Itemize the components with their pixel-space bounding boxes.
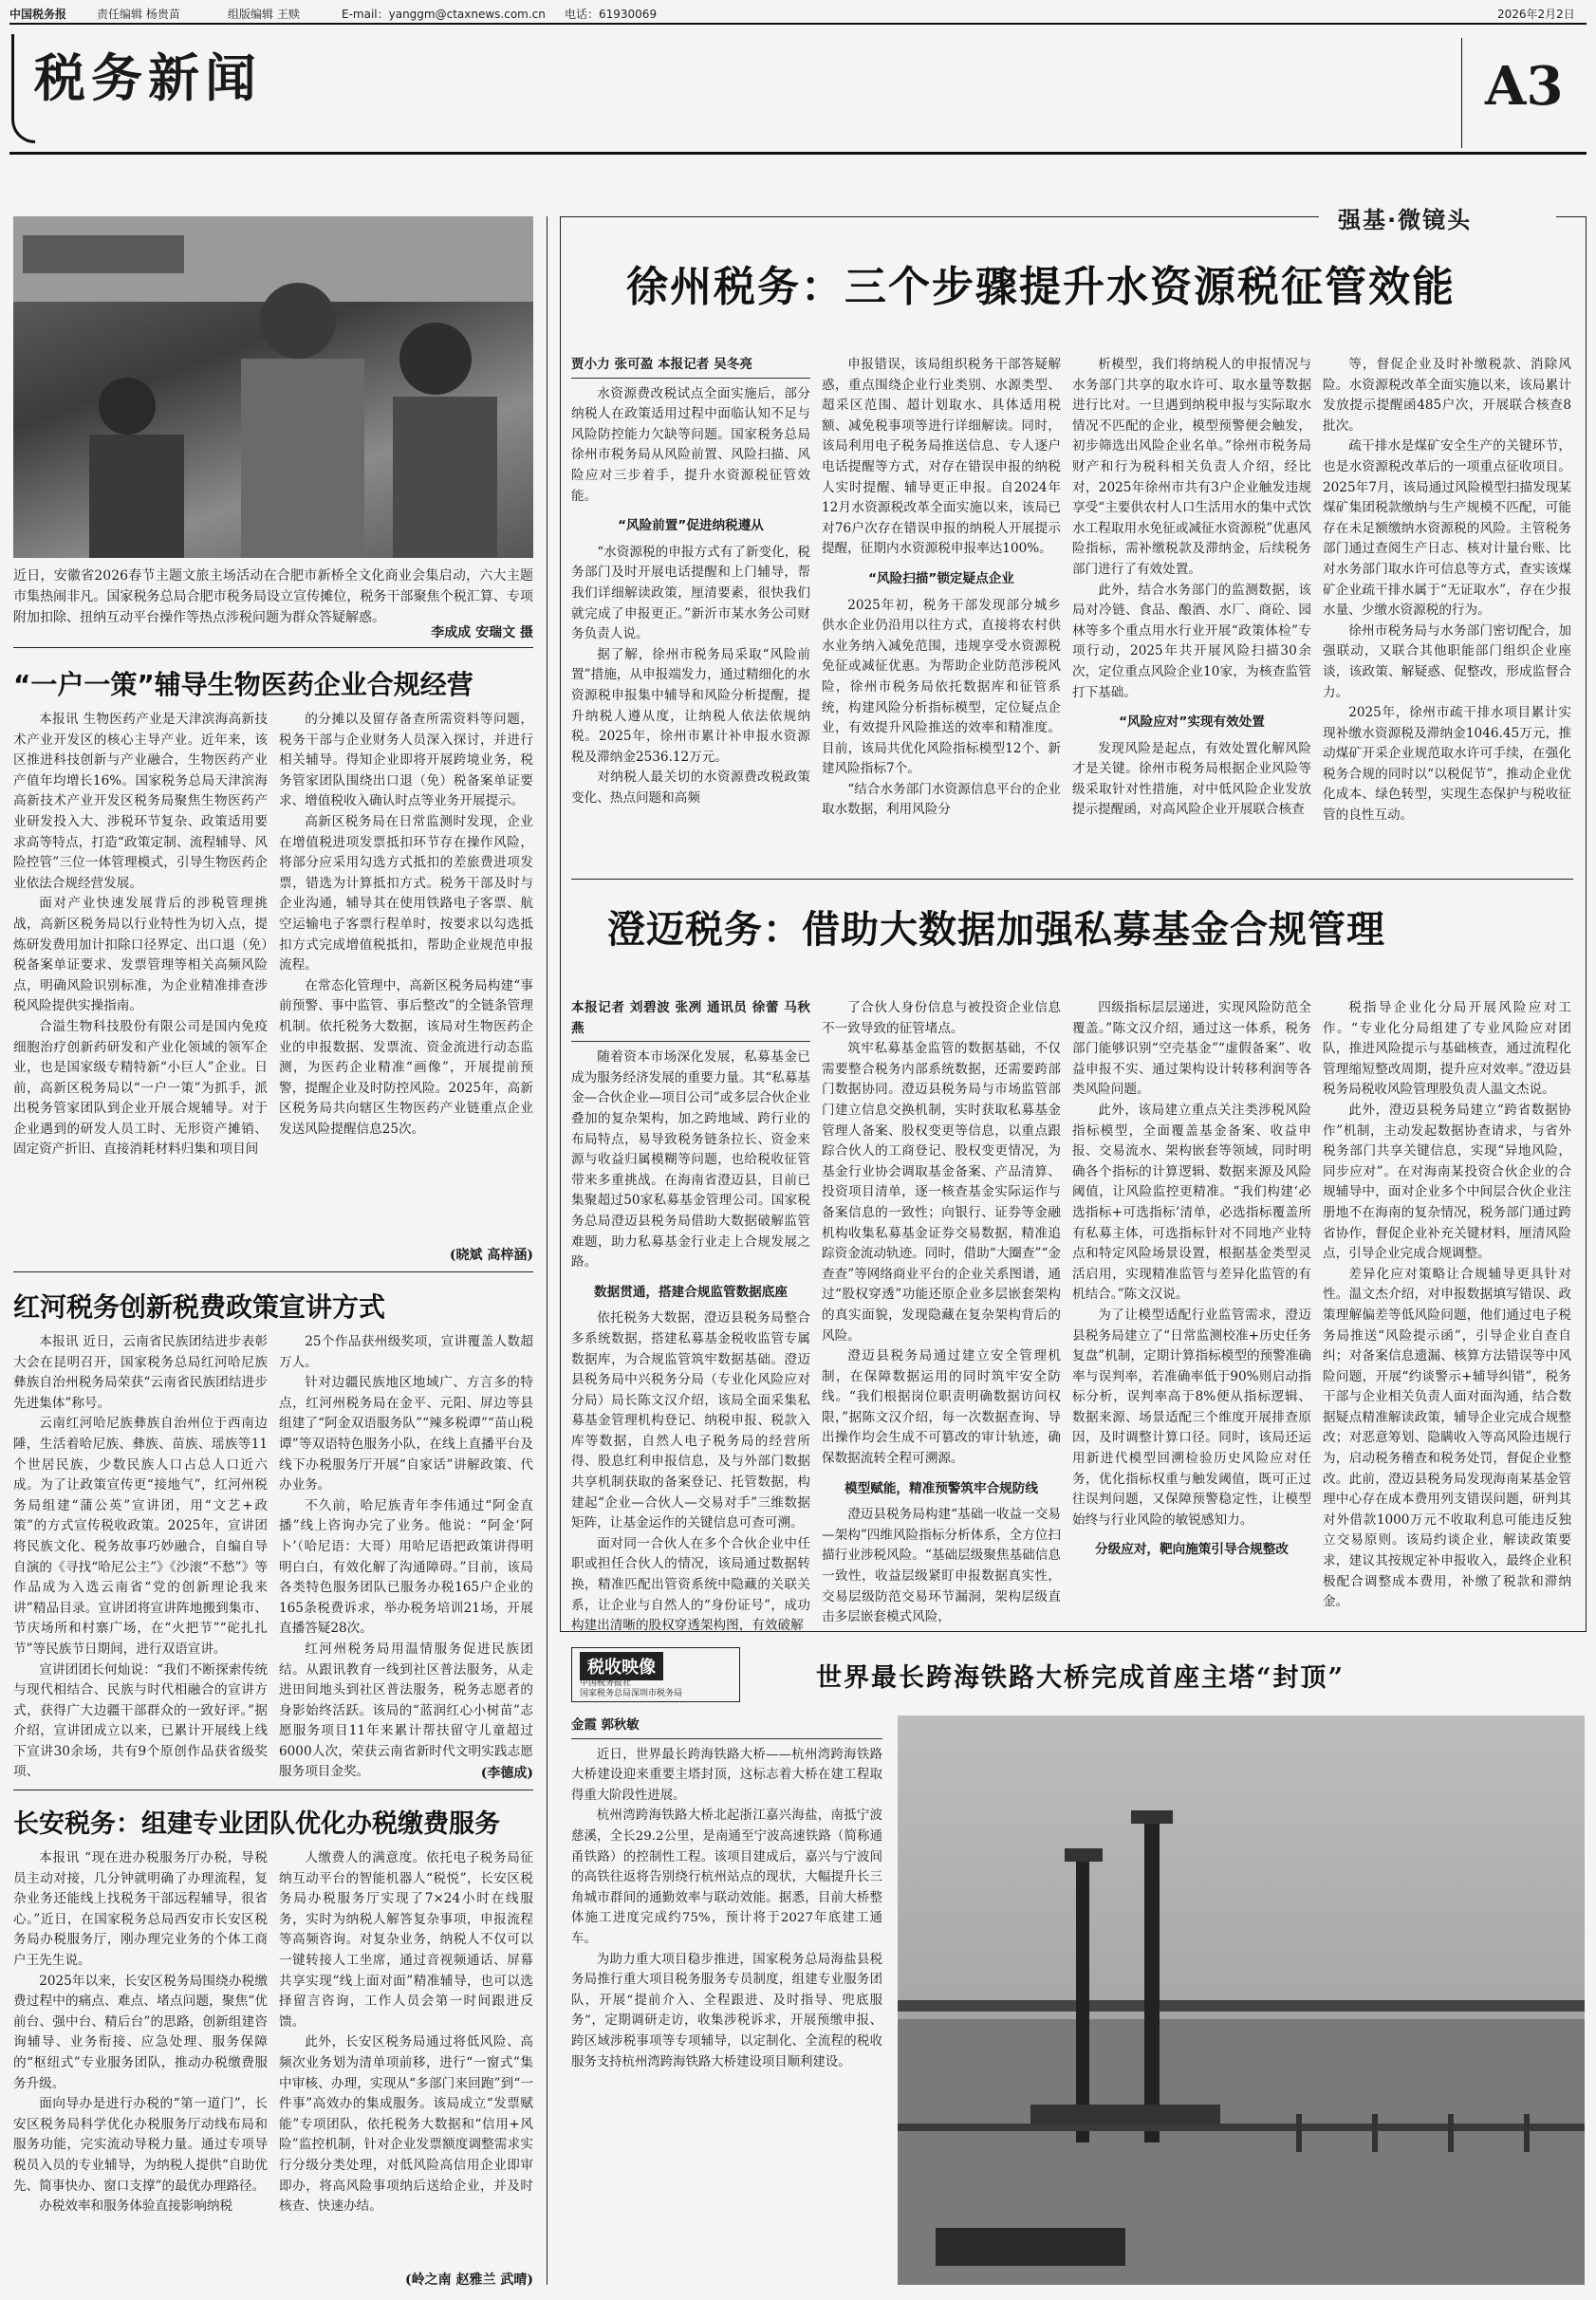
- article-author: (晓斌 高梓涵): [449, 1248, 533, 1263]
- article-headline: “一户一策”辅导生物医药企业合规经营: [13, 669, 473, 700]
- subheading: 模型赋能，精准预警筑牢合规防线: [844, 1480, 1038, 1496]
- paragraph: “结合水务部门水资源信息平台的企业取水数据，利用风险分: [822, 781, 1061, 818]
- paragraph: 25个作品获州级奖项，宣讲覆盖人数超万人。: [279, 1334, 533, 1370]
- article-headline: 红河税务创新税费政策宣讲方式: [13, 1291, 386, 1323]
- article-column: [13, 710, 268, 1289]
- subheading: “风险前置”促进纳税遵从: [618, 518, 764, 534]
- paragraph: 此外，该局建立重点关注类涉税风险指标模型，全面覆盖基金备案、收益申报、交易流水、架构嵌套等领域，同时明确各个指标的计算逻辑、数据来源及风险阈值，让风险监控更精准。“我们构建‘必选指标+可选指标’清单，必选指标覆盖所有私募主体，可选指标针对不同地产业特点和特定风险场景设置，根据基金类型灵活启用，实现精准监管与差异化监管的有机结合。”陈文汉说。: [1072, 1102, 1311, 1303]
- phone: 电话：61930069: [565, 8, 658, 21]
- article-column: [13, 1848, 268, 2289]
- article-headline: 长安税务：组建专业团队优化办税缴费服务: [13, 1809, 500, 1839]
- paragraph: 的分摊以及留存备查所需资料等问题，税务干部与企业财务人员深入探讨，并进行相关辅导。得知企业即将开展跨境业务，税务管家团队围绕出口退（免）税备案单证要求、增值税收入确认时点等业务开展提示。: [279, 712, 533, 809]
- divider: [13, 1271, 533, 1272]
- paragraph: 2025年以来，长安区税务局围绕办税缴费过程中的痛点、难点、堵点问题，聚焦“优前台、强中台、精后台”的思路，创新组建咨询辅导、业务衔接、应急处理、服务保障的“枢纽式”专业服务团队，推动办税缴费服务升级。: [13, 1973, 268, 2091]
- paragraph: 水资源费改税试点全面实施后，部分纳税人在政策适用过程中面临认知不足与风险防控能力欠缺等问题。国家税务总局徐州市税务局从风险前置、风险扫描、风险应对三步着手，提升水资源税征管效能。: [571, 385, 810, 504]
- paragraph: 对纳税人最关切的水资源费改税政策变化、热点问题和高频: [571, 770, 810, 806]
- feature-headline: 澄迈税务：借助大数据加强私募基金合规管理: [607, 908, 1385, 952]
- paragraph: 筑牢私募基金监管的数据基础，不仅需要整合税务内部系统数据，还需要跨部门数据协同。澄迈县税务局与市场监管部门建立信息交换机制，实时获取私募基金管理人备案、股权变更等信息，以重点跟踪合伙人的工商登记、股权变更情况，为基金行业协会调取基金备案、产品清算、投资项目清单，逐一核查基金实际运作与备案信息的一致性；向银行、证券等金融机构收集私募基金证券交易数据，精准追踪资金流动轨迹。同时，借助“大圈查”“金查查”等网络商业平台的企业关系图谱，通过“股权穿透”功能还原企业多层嵌套架构的真实面貌，发现隐藏在复杂架构背后的风险。: [822, 1041, 1061, 1344]
- paragraph: 人缴费人的满意度。依托电子税务局征纳互动平台的智能机器人“税悦”，长安区税务局办税服务厅实现了7×24小时在线服务，实时为纳税人解答复杂事项，申报流程等高频咨询。对复杂业务，纳税人不仅可以一键转接人工坐席，通过音视频通话、屏幕共享实现“线上面对面”精准辅导，也可以选择留言咨询，工作人员会第一时间跟进反馈。: [279, 1850, 533, 2030]
- paragraph: 发现风险是起点，有效处置化解风险才是关键。徐州市税务局根据企业风险等级采取针对性措施，对中低风险企业发放提示提醒函，对高风险企业开展联合核查: [1072, 740, 1311, 818]
- paragraph: 徐州市税务局与水务部门密切配合，加强联动，又联合其他职能部门组织企业座谈，该政策、解疑惑、促整改，形成监督合力。: [1323, 622, 1571, 700]
- issue-date: 2026年2月2日: [1497, 8, 1575, 21]
- paragraph: 申报错误，该局组织税务干部答疑解惑，重点围绕企业行业类别、水源类型、超采区范围、超计划取水、具体适用税额、减免税事项等进行详细解读。同时，该局利用电子税务局推送信息、专人逐户电话提醒等方式，对存在错误申报的纳税人实时提醒、辅导更正申报。自2024年12月水资源税改革全面实施以来，该局已对76户次存在错误申报的纳税人开展提示提醒，征期内水资源税申报率达100%。: [822, 357, 1061, 557]
- paragraph: 为助力重大项目稳步推进，国家税务总局海盐县税务局推行重大项目税务服务专员制度，组建专业服务团队，开展“提前介入、全程跟进、及时指导、兜底服务”，定期调研走访，收集涉税诉求，开展预缴申报、跨区域涉税事项等专项辅导，以定制化、全流程的税收服务支持杭州湾跨海铁路大桥建设项目顺利建设。: [571, 1952, 882, 2069]
- paragraph: 2025年，徐州市疏干排水项目累计实现补缴水资源税及滞纳金1046.45万元，推动煤矿开采企业规范取水许可手续，在强化税务合规的同时以“以税促节”，推动企业优化成本、绿色转型，实现生态保护与税收征管的良性互动。: [1323, 705, 1571, 824]
- paragraph: 在常态化管理中，高新区税务局构建“事前预警、事中监管、事后整改”的全链条管理机制。依托税务大数据，该局对生物医药企业的申报数据、发票流、资金流进行动态监测，为医药企业精准“画像”，开展提前预警，提醒企业及时防控风险。2025年，高新区税务局共向辖区生物医药产业链重点企业发送风险提醒信息25次。: [279, 977, 533, 1137]
- masthead: [9, 6, 1587, 19]
- editor: 责任编辑 杨贵苗: [97, 8, 180, 21]
- byline: 本报记者 刘碧波 张冽 通讯员 徐蕾 马秋燕: [571, 998, 810, 1042]
- section-tag-box: [571, 1647, 740, 1702]
- tag-org-2: 国家税务总局深圳市税务局: [580, 1689, 683, 1698]
- photo-credit: 李成成 安瑞文 摄: [431, 625, 533, 640]
- paragraph: 此外，澄迈县税务局建立“跨省数据协作”机制，主动发起数据协查请求，与省外税务部门共享关键信息，实现“异地风险，同步应对”。在对海南某投资合伙企业的合规辅导中，面对企业多个中间层合伙企业注册地不在海南的复杂情况，税务部门通过跨省协作，督促企业补充关键材料，厘清风险点，引导企业完成合规调整。: [1323, 1102, 1571, 1262]
- feature-headline: 徐州税务：三个步骤提升水资源税征管效能: [626, 263, 1456, 311]
- paragraph: 等，督促企业及时补缴税款、消除风险。水资源税改革全面实施以来，该局累计发放提示提醒函485户次，开展联合核查8批次。: [1323, 357, 1571, 434]
- paragraph: 宣讲团团长何灿说：“我们不断探索传统与现代相结合、民族与时代相融合的宣讲方式，获得广大边疆干部群众的一致好评。”据介绍，宣讲团成立以来，已累计开展线上线下宣讲30余场，共有9个原创作品获省级奖项、: [13, 1661, 268, 1780]
- paragraph: 本报讯 生物医药产业是天津滨海高新技术产业开发区的核心主导产业。近年来，该区推进科技创新与产业融合，生物医药产业产值年均增长16%。国家税务总局天津滨海高新技术产业开发区税务局聚焦生物医药产业研发投入大、涉税环节复杂、政策适用要求高等特点，打造“政策定制、流程辅导、风险控管”三位一体管理模式，引导生物医药企业依法合规经营发展。: [13, 712, 268, 891]
- article-column: [279, 1848, 533, 2266]
- paragraph: 合溢生物科技股份有限公司是国内免疫细胞治疗创新药研发和产业化领域的领军企业，也是国家级专精特新“小巨人”企业。日前，高新区税务局以“一户一策”为抓手，派出税务管家团队到企业开展合规辅导。对于企业遇到的研发人员工时、无形资产摊销、固定资产折旧、直接消耗材料归集和项目间: [13, 1018, 268, 1158]
- layout-editor: 组版编辑 王赎: [228, 8, 300, 21]
- divider: [13, 647, 533, 648]
- paragraph: 面对同一合伙人在多个合伙企业中任职或担任合伙人的情况，该局通过数据转换，精准匹配出管资系统中隐藏的关联关系，让企业与自然人的“身份证号”，成功构建出清晰的股权穿透架构图，有效破解: [571, 1535, 810, 1634]
- photo-caption: 近日，安徽省2026春节主题文旅主场活动在合肥市新桥全文化商业会集启动，六大主题市集热闹非凡。国家税务总局合肥市税务局设立宣传摊位，税务干部聚焦个税汇算、专项附加扣除、扭纳互动平台操作等热点涉税问题为群众答疑解惑。: [13, 568, 533, 625]
- subheading: “风险扫描”锁定疑点企业: [868, 570, 1014, 586]
- article-column: [1323, 355, 1571, 867]
- page-number: A3: [1485, 55, 1564, 118]
- article-column: [571, 998, 810, 1634]
- paragraph: 依托税务大数据，澄迈县税务局整合多系统数据，搭建私募基金税收监管专属数据库，为合规监管筑牢数据基础。澄迈县税务局中兴税务分局（专业化风险应对分局）局长陈文汉介绍，该局全面采集私募基金管理机构登记、纳税申报、税款入库等数据，自然人电子税务局的经营所得、股息红利申报信息，及与外部门数据共享机制获取的备案登记、托管数据，构建起“企业—合伙人—交易对手”三维数据矩阵，让基金运作的关键信息可查可溯。: [571, 1310, 810, 1531]
- article-column: [13, 1332, 268, 1784]
- news-photo: [13, 216, 533, 558]
- tag-org: [580, 1679, 682, 1699]
- subheading: 数据贯通，搭建合规监管数据底座: [594, 1284, 788, 1300]
- bridge-photo: [898, 1716, 1585, 2285]
- article-author: (岭之南 赵雅兰 武晴): [405, 2272, 533, 2288]
- paper-name: 中国税务报: [9, 8, 67, 21]
- paragraph: 杭州湾跨海铁路大桥北起浙江嘉兴海盐，南抵宁波慈溪，全长29.2公里，是南通至宁波高速铁路（简称通甬铁路）的控制性工程。该项目建成后，嘉兴与宁波间的高铁往返将告别绕行杭州站点的现状，大幅提升长三角城市群间的通勤效率与联动效能。据悉，目前大桥整体施工进度完成约75%，预计将于2027年底建工通车。: [571, 1808, 882, 1946]
- paragraph: 近日，世界最长跨海铁路大桥——杭州湾跨海铁路大桥建设迎来重要主塔封顶，这标志着大桥在建工程取得重大阶段性进展。: [571, 1747, 882, 1803]
- banner: [1319, 201, 1556, 233]
- paragraph: 高新区税务局在日常监测时发现，企业在增值税进项发票抵扣环节存在操作风险，将部分应采用勾选方式抵扣的差旅费进项发票，错选为计算抵扣方式。税务干部及时与企业沟通，辅导其在使用铁路电子客票、航空运输电子客票行程单时，按要求以勾选抵扣方式完成增值税抵扣，帮助企业规范申报流程。: [279, 813, 533, 974]
- article-column: [1072, 355, 1311, 867]
- article-column: [822, 355, 1061, 867]
- header-rule: [9, 152, 1587, 155]
- top-rule: [9, 23, 1587, 25]
- paragraph: “水资源税的申报方式有了新变化，税务部门及时开展电话提醒和上门辅导，帮我们详细解读政策，厘清要素，很快我们就完成了申报更正。”新沂市某水务公司财务负责人说。: [571, 544, 810, 642]
- byline: 金霞 郭秋敏: [571, 1716, 882, 1739]
- paragraph: 面向导办是进行办税的“第一道门”，长安区税务局科学优化办税服务厅动线布局和服务功能，完实流动导税力量。通过专项导税员入员的专业辅导，为纳税人提供“自助优先、简事快办、窗口支撑”的最优办理路径。: [13, 2096, 268, 2194]
- title-ornament: [11, 34, 35, 143]
- paragraph: 澄迈县税务局通过建立安全管理机制，在保障数据运用的同时筑牢安全防线。“我们根据岗位职责明确数据访问权限，”据陈文汉介绍，每一次数据查询、导出操作均会生成不可篡改的审计轨迹，确保数据流转全程可溯源。: [822, 1348, 1061, 1467]
- section-title: 税务新闻: [34, 48, 262, 108]
- paragraph: 澄迈县税务局构建“基础一收益一交易—架构”四维风险指标分析体系，全方位扫描行业涉税风险。“基础层级聚焦基础信息一致性，收益层级紧盯申报数据真实性，交易层级防范交易环节漏洞，架构层级直击多层嵌套模式风险，: [822, 1507, 1061, 1625]
- paragraph: 据了解，徐州市税务局采取“风险前置”措施，从申报端发力，通过精细化的水资源税申报集中辅导和风险分析提醒，提升纳税人遵从度，让纳税人依法依规纳税。2025年，徐州市累计补申报水资源税及滞纳金2536.12万元。: [571, 646, 810, 765]
- feature-headline: 世界最长跨海铁路大桥完成首座主塔“封顶”: [816, 1663, 1345, 1693]
- paragraph: 针对边疆民族地区地域广、方言多的特点，红河州税务局在金平、元阳、屏边等县组建了“阿金双语服务队”“辣多税谭”“苗山税谭”等双语特色服务小队，在线上直播平台及线下办税服务厅开展“自家话”讲解政策、代办业务。: [279, 1375, 533, 1493]
- paragraph: 办税效率和服务体验直接影响纳税: [39, 2198, 233, 2215]
- subheading: “风险应对”实现有效处置: [1119, 714, 1265, 731]
- byline: 贾小力 张可盈 本报记者 吴冬亮: [571, 355, 810, 379]
- paragraph: 差异化应对策略让合规辅导更具针对性。温文杰介绍，对申报数据填写错误、政策理解偏差等低风险问题，他们通过电子税务局推送“风险提示函”，引导企业自查自纠；对备案信息遗漏、核算方法错误等中风险问题，开展“约谈警示+辅导纠错”，税务干部与企业相关负责人面对面沟通，结合数据疑点精准解读政策，辅导企业完成合规整改；对恶意筹划、隐瞒收入等高风险违规行为，启动税务稽查和税务处罚，督促企业整改。此前，澄迈县税务局发现海南某基金管理中心存在成本费用列支错误问题，研判其对外借款1000万元不收取利息可能违反独立交易原则。该局约谈企业，解读政策要求，建议其按规定补申报收入，最终企业积极配合调整成本费用，补缴了税款和滞纳金。: [1323, 1266, 1571, 1610]
- paragraph: 析模型，我们将纳税人的申报情况与水务部门共享的取水许可、取水量等数据进行比对。一旦遇到纳税申报与实际取水情况不匹配的企业，模型预警便会触发，初步筛选出风险企业名单。”徐州市税务局财产和行为税科相关负责人介绍，经比对，2025年徐州市共有3户企业触发违规享受“主要供农村人口生活用水的集中式饮水工程取用水免征或减征水资源税”优惠风险指标，需补缴税款及滞纳金，后续税务部门进行了有效处置。: [1072, 357, 1311, 577]
- article-column: [571, 355, 810, 867]
- paragraph: 了合伙人身份信息与被投资企业信息不一致导致的征管堵点。: [822, 1000, 1061, 1036]
- paragraph: 本报讯 “现在进办税服务厅办税，导税员主动对接，几分钟就明确了办理流程，复杂业务还能线上找税务干部远程辅导，很省心。”近日，在国家税务总局西安市长安区税务局办税服务厅，刚办理完业务的个体工商户王先生说。: [13, 1850, 268, 1968]
- tag-org-1: 中国税务报社: [580, 1679, 632, 1688]
- paragraph: 云南红河哈尼族彝族自治州位于西南边陲，生活着哈尼族、彝族、苗族、瑶族等11个世居民族，少数民族人口占总人口近六成。为了让政策宣传更“接地气”，红河州税务局组建“蒲公英”宣讲团，用“文艺+政策”的方式宣传税收政策。2025年，宣讲团将民族文化、税务故事巧妙融合，自编自导自演的《寻找“哈尼公主”》《沙滚“不愁”》等作品成为入选云南省“党的创新理论我来讲”精品目录。宣讲团将宣讲阵地搬到集市、节庆场所和村寨广场，在“火把节”“砣扎扎节”等民族节日期间，进行双语宣讲。: [13, 1416, 268, 1657]
- banner-tag: 强基·微镜头: [1338, 207, 1473, 233]
- bridge-illustration: [898, 1716, 1585, 2285]
- photo-story-text: [571, 1716, 882, 2285]
- paragraph: 此外，长安区税务局通过将低风险、高频次业务划为清单项前移，进行“一窗式”集中审核、办理，实现从“多部门来回跑”到“一件事”高效办的集成服务。该局成立“发票赋能”专项团队，依托税务大数据和“信用+风险”监控机制，针对企业发票额度调整需求实行分级分类处理，对低风险高信用企业即审即办，将高风险事项纳后送给企业，并及时核查、快速办结。: [279, 2034, 533, 2215]
- email: E-mail：yanggm@ctaxnews.com.cn: [342, 8, 546, 21]
- paragraph: 2025年初，税务干部发现部分城乡供水企业仍沿用以往方式，直接将农村供水业务纳入减免范围，违规享受水资源税免征或减征优惠。为帮助企业防范涉税风险，徐州市税务局依托数据库和征管系统，构建风险分析指标模型，定位疑点企业，有效提升风险推送的效率和精准度。目前，该局共优化风险指标模型12个、新建风险指标7个。: [822, 597, 1061, 777]
- paragraph: 此外，结合水务部门的监测数据，该局对冷链、食品、酿酒、水厂、商砼、园林等多个重点用水行业开展“政策体检”专项行动，2025年共开展风险扫描30余次，定位重点风险企业10家，为核查监管打下基础。: [1072, 582, 1311, 700]
- paragraph: 随着资本市场深化发展，私募基金已成为服务经济发展的重要力量。其“私募基金—合伙企业—项目公司”或多层合伙企业叠加的复杂架构，加之跨地域、跨行业的布局特点，易导致税务链条拉长、资金来源与收益归属模糊等问题，也给税收征管带来多重挑战。在海南省澄迈县，目前已集聚超过50家私募基金管理公司。国家税务总局澄迈县税务局借助大数据破解监管难题，助力私募基金行业走上合规发展之路。: [571, 1049, 810, 1271]
- article-column: [279, 710, 533, 1241]
- section-tag: 税收映像: [580, 1652, 663, 1680]
- photo-figures: [13, 216, 533, 558]
- article-column: [822, 998, 1061, 1625]
- article-column: [1323, 998, 1571, 1621]
- article-column: [1072, 998, 1311, 1621]
- subheading: 分级应对，靶向施策引导合规整改: [1095, 1542, 1289, 1558]
- paragraph: 面对产业快速发展背后的涉税管理挑战，高新区税务局以行业特性为切入点，提炼研发费用加计扣除口径界定、出口退（免）税备案单证要求、发票管理等相关高频风险点，明确风险识别标准，为企业精准排查涉税风险提供实操指南。: [13, 896, 268, 1014]
- paragraph: 疏干排水是煤矿安全生产的关键环节，也是水资源税改革后的一项重点征收项目。2025年7月，该局通过风险模型扫描发现某煤矿集团税款缴纳与生产规模不匹配，可能存在未足额缴纳水资源税的风险。主管税务部门通过查阅生产日志、核对计量台账、比对水务部门取水许可信息等方式，查实该煤矿企业疏干排水属于“无证取水”，存在少报水量、少缴水资源税的行为。: [1323, 438, 1571, 619]
- paragraph: 为了让模型适配行业监管需求，澄迈县税务局建立了“日常监测校准+历史任务复盘”机制，定期计算指标模型的预警准确率与误判率，若准确率低于90%则启动指标分析，误判率高于8%便从指标逻辑、数据来源、场景适配三个维度开展排查原因，及时调整计算口径。同时，该局还运用新进代模型回溯检验历史风险应对任务，优化指标权重与触发阈值，既可正过往误判问题，又保障预警稳定性，让模型始终与行业风险的敏锐感知力。: [1072, 1307, 1311, 1528]
- divider: [571, 879, 1573, 880]
- paragraph: 不久前，哈尼族青年李伟通过“阿金直播”线上咨询办完了业务。他说：“阿金‘阿卜’（哈尼语：大哥）用哈尼语把政策讲得明明白白，有效化解了沟通障碍。”目前，该局各类特色服务团队已服务办税165户企业的165条税费诉求，举办税务培训21场，开展直播答疑28次。: [279, 1497, 533, 1637]
- paragraph: 本报讯 近日，云南省民族团结进步表彰大会在昆明召开，国家税务总局红河哈尼族彝族自治州税务局荣获“云南省民族团结进步先进集体”称号。: [13, 1334, 268, 1411]
- paragraph: 四级指标层层递进，实现风险防范全覆盖。”陈文汉介绍，通过这一体系，税务部门能够识别“空壳基金”“虚假备案”、收益申报不实、通过架构设计转移利润等各类风险问题。: [1072, 1000, 1311, 1098]
- paragraph: 税指导企业化分局开展风险应对工作。“专业化分局组建了专业风险应对团队，推进风险提示与基础核查，通过流程化管理缩短整改周期，提升应对效率。”澄迈县税务局税收风险管理股负责人温文杰说。: [1323, 1000, 1571, 1098]
- article-author: (李德成): [480, 1766, 533, 1781]
- paragraph: 红河州税务局用温情服务促进民族团结。从跟讯教育一线到社区普法服务，从走进田间地头到社区普法服务，税务志愿者的身影始终活跃。该局的“蓝润红心小树苗”志愿服务项目11年来累计帮扶留守儿童超过6000人次，荣获云南省新时代文明实践志愿服务项目金奖。: [279, 1641, 533, 1780]
